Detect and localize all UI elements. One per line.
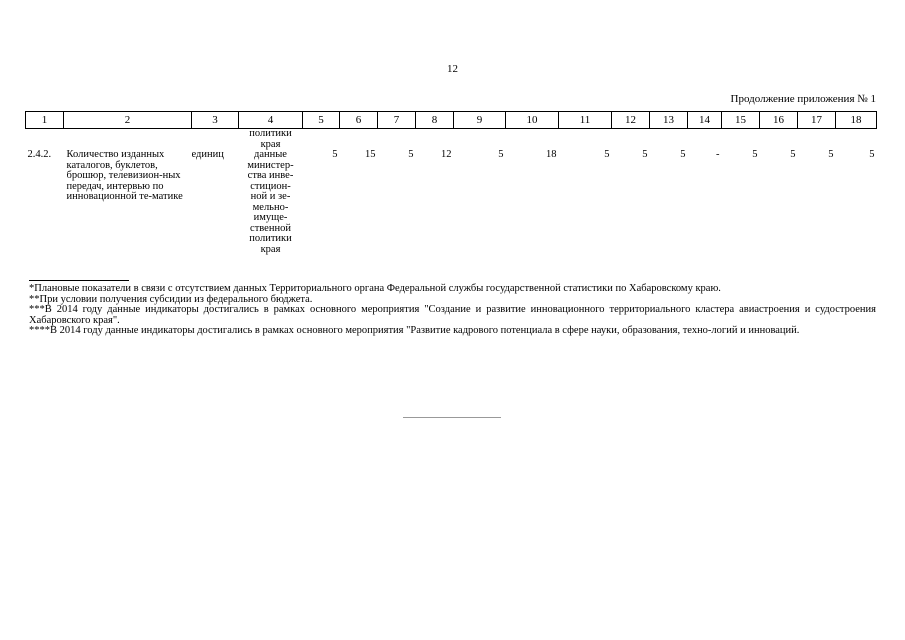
source-line: стицион- — [250, 180, 291, 192]
footnote-separator — [29, 280, 129, 281]
source-line: министер- — [247, 159, 294, 171]
column-header: 2 — [64, 112, 192, 129]
column-header: 7 — [378, 112, 416, 129]
table-row — [26, 150, 877, 255]
indicator-name: Количество изданных каталогов, буклетов, брошюр, телевизион-ных передач, интервью по инновационной те-матике — [66, 149, 183, 202]
column-header: 8 — [416, 112, 454, 129]
row-number: 2.4.2. — [27, 149, 52, 160]
end-separator — [403, 417, 501, 418]
column-header: 5 — [303, 112, 340, 129]
source-line: имуще- — [253, 212, 288, 223]
source-line: политики — [249, 128, 292, 139]
column-header: 11 — [559, 112, 612, 129]
value-cell: 15 — [365, 149, 376, 160]
column-header: 16 — [760, 112, 798, 129]
source-line: края — [260, 243, 281, 255]
value-cell: 18 — [546, 149, 557, 160]
value-cell: 5 — [332, 149, 338, 160]
value-cell: 5 — [642, 149, 648, 160]
footnote: *Плановые показатели в связи с отсутствием данных Территориального органа Федеральной службы государственной статистики по Хабаровскому краю. — [29, 283, 721, 294]
column-header: 18 — [836, 112, 877, 129]
value-cell: 5 — [604, 149, 610, 160]
source-line: края — [260, 138, 281, 150]
continued-source-cell — [239, 129, 303, 151]
value-cell: 5 — [680, 149, 686, 160]
value-cell: 5 — [869, 149, 875, 160]
column-number-header-row — [26, 112, 877, 129]
column-header: 15 — [722, 112, 760, 129]
value-cell: 5 — [828, 149, 834, 160]
source-line: данные — [254, 149, 287, 160]
value-cell: 5 — [408, 149, 414, 160]
value-cell: - — [716, 149, 720, 160]
column-header: 13 — [650, 112, 688, 129]
footnotes — [29, 284, 876, 337]
column-header: 1 — [26, 112, 64, 129]
column-header: 10 — [506, 112, 559, 129]
page-number: 12 — [447, 63, 458, 75]
column-header: 9 — [454, 112, 506, 129]
source-line: ственной — [250, 222, 291, 234]
footnote: ***В 2014 году данные индикаторы достигались в рамках основного мероприятия "Создание и развитие инновационного территориального кластера авиастроения и судостроения Хабаровского края". — [29, 304, 876, 326]
value-cell: 5 — [790, 149, 796, 160]
column-header: 17 — [798, 112, 836, 129]
source-line: политики — [249, 233, 292, 244]
value-cell: 5 — [498, 149, 504, 160]
column-header: 4 — [239, 112, 303, 129]
source-line: мельно- — [252, 201, 289, 213]
source-line: ства инве- — [247, 170, 294, 181]
value-cell: 5 — [752, 149, 758, 160]
value-cell: 12 — [441, 149, 452, 160]
unit-cell: единиц — [191, 150, 224, 160]
source-cell — [239, 150, 303, 255]
footnote: ****В 2014 году данные индикаторы достигались в рамках основного мероприятия "Развитие кадрового потенциала в сфере науки, образования, техно-логий и инноваций. — [29, 325, 800, 336]
table-row-continuation — [26, 129, 877, 151]
indicators-table — [25, 111, 877, 255]
column-header: 14 — [688, 112, 722, 129]
column-header: 3 — [192, 112, 239, 129]
source-line: ной и зе- — [250, 191, 291, 202]
appendix-continuation-label: Продолжение приложения № 1 — [730, 93, 876, 105]
footnote: **При условии получения субсидии из федерального бюджета. — [29, 293, 313, 305]
column-header: 6 — [340, 112, 378, 129]
column-header: 12 — [612, 112, 650, 129]
